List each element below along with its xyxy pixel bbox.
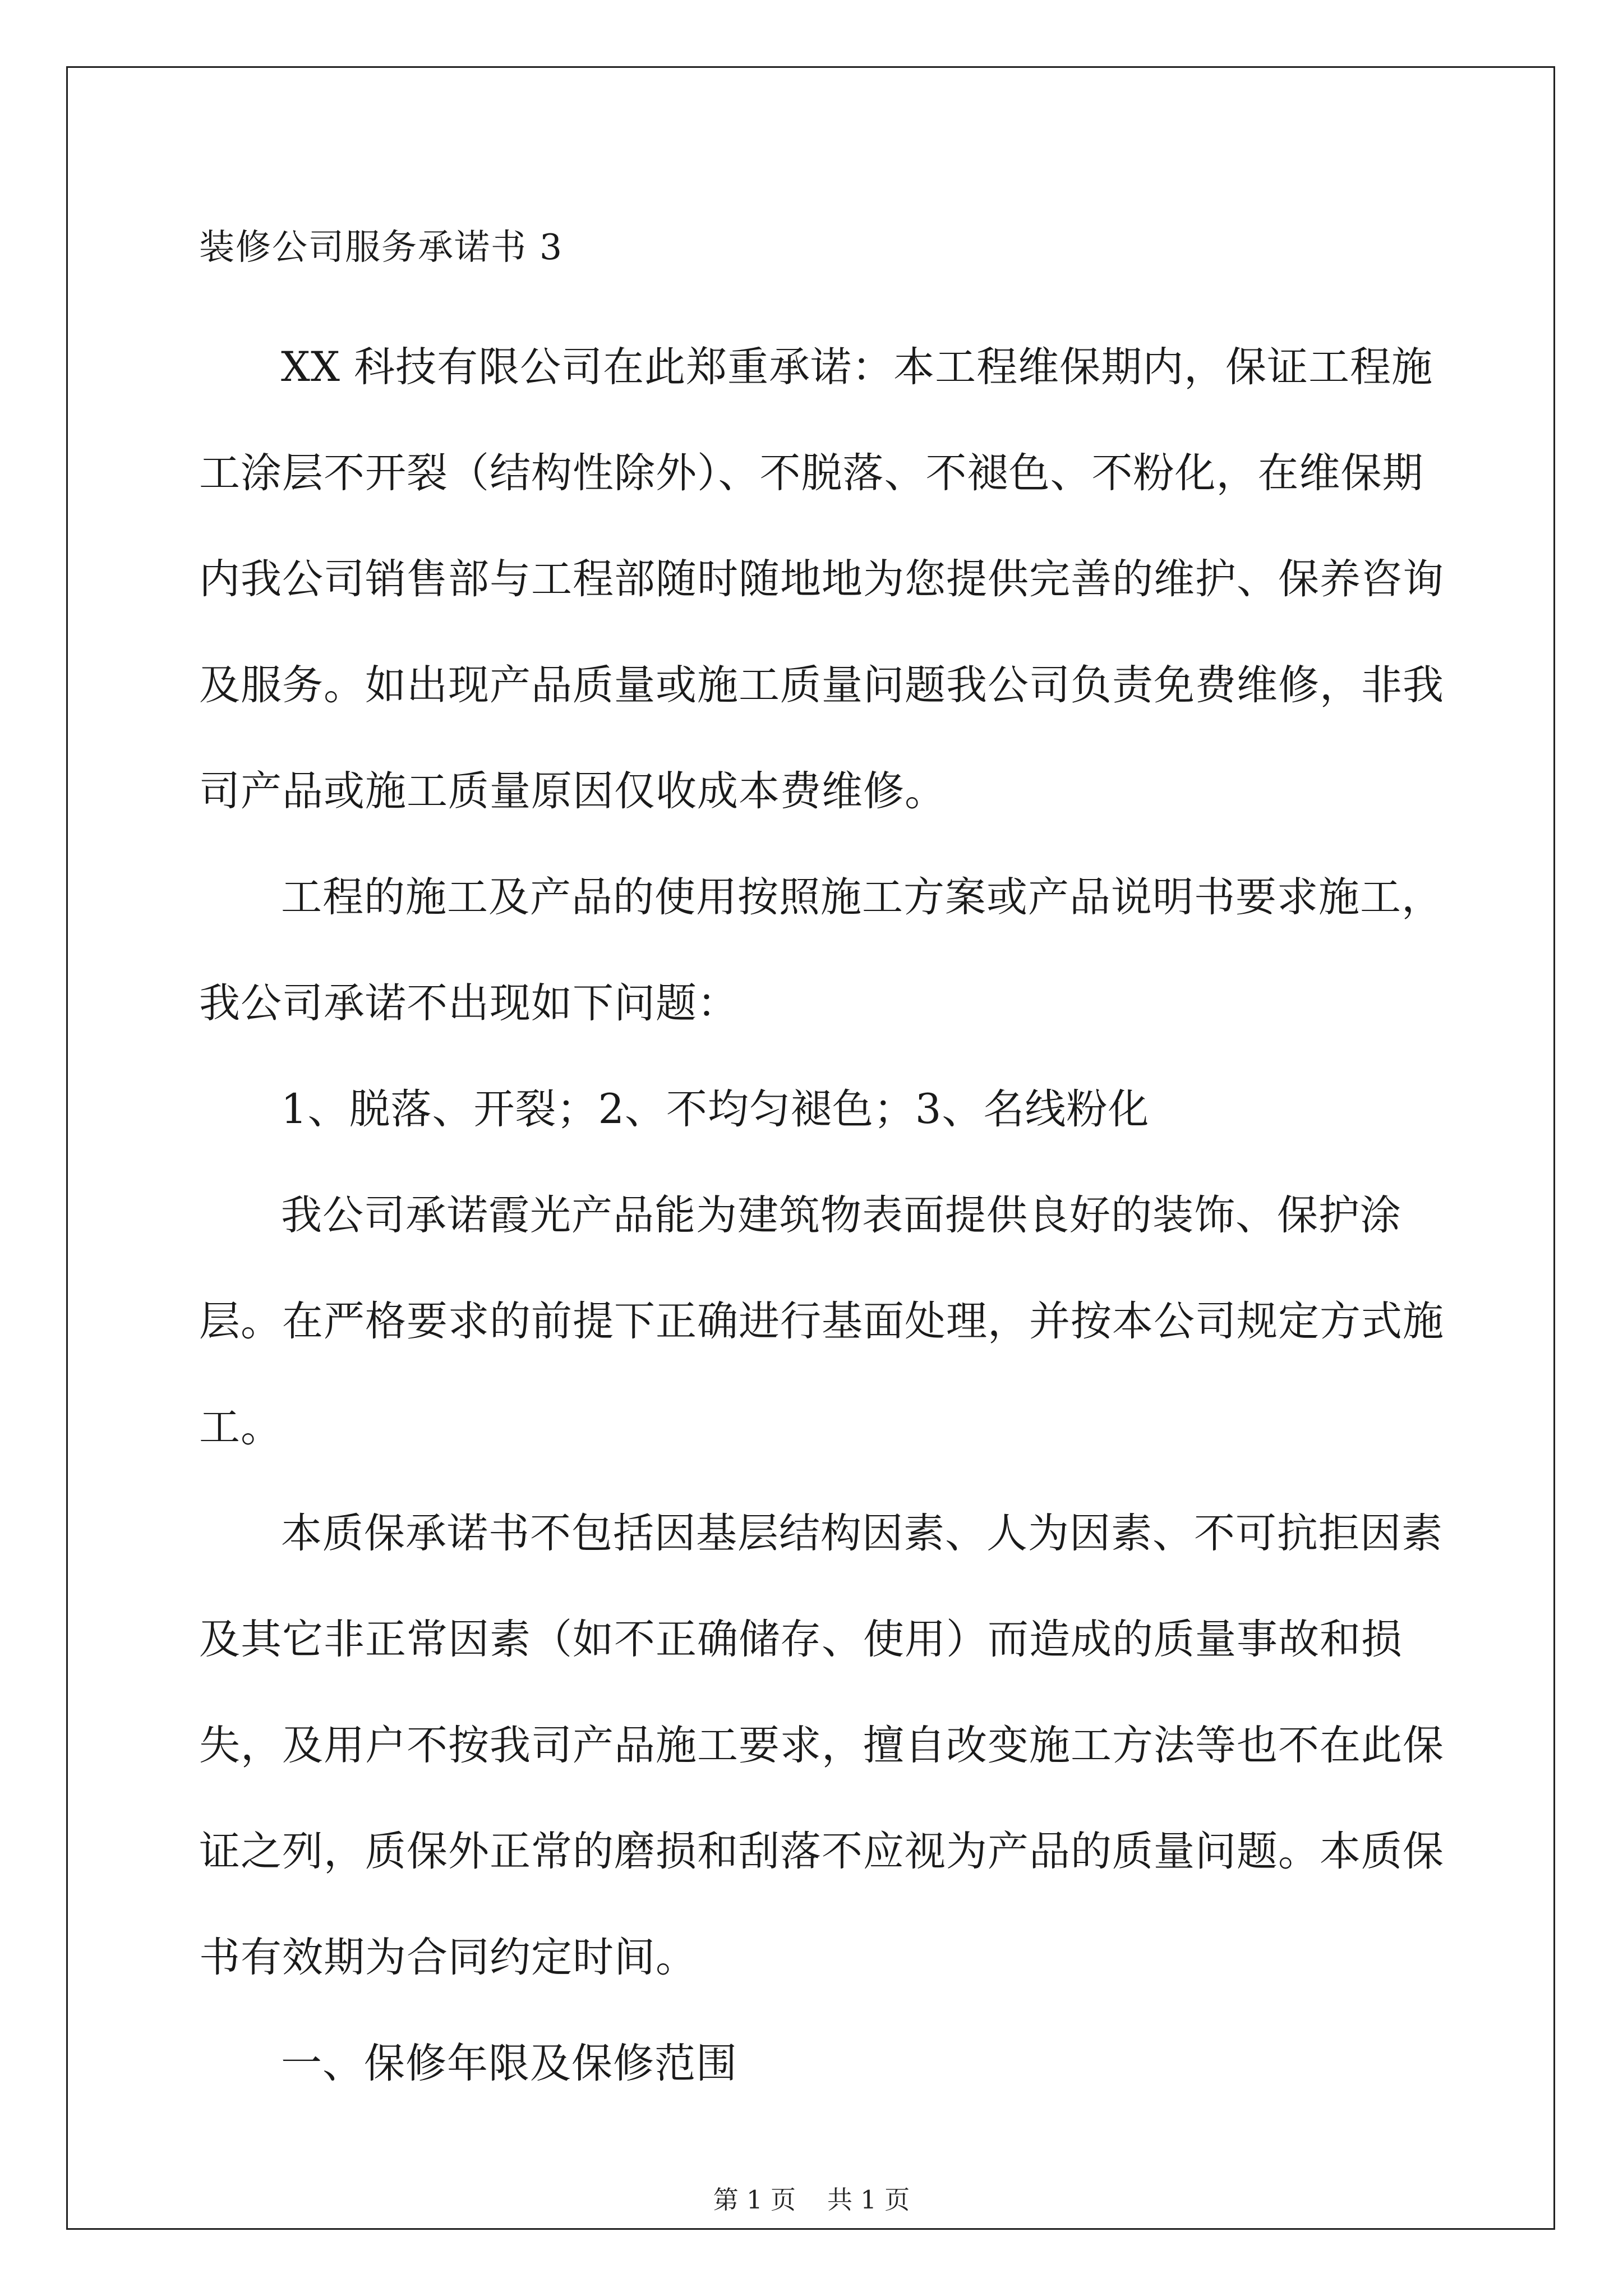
document-body [199,208,1450,2116]
paragraph-construction: 工程的施工及产品的使用按照施工方案或产品说明书要求施工，我公司承诺不出现如下问题： [199,873,1443,1027]
paragraph-commitment: XX 科技有限公司在此郑重承诺：本工程维保期内，保证工程施工涂层不开裂（结构性除外）、不脱落、不褪色、不粉化，在维保期内我公司销售部与工程部随时随地地为您提供完善的维护、保养咨询及服务。如出现产品质量或施工质量问题我公司负责免费维修，非我司产品或施工质量原因仅收成本费维修。 [199,343,1444,815]
paragraph-coating: 我公司承诺霞光产品能为建筑物表面提供良好的装饰、保护涂层。在严格要求的前提下正确进行基面处理，并按本公司规定方式施工。 [199,1191,1444,1451]
paragraph-issue-list: 1、脱落、开裂；2、不均匀褪色；3、名线粉化 [281,1085,1150,1133]
page-number-current: 第 1 页 [713,2185,796,2215]
section-heading-warranty: 一、保修年限及保修范围 [281,2040,737,2087]
document-title: 装修公司服务承诺书 3 [199,227,564,268]
page-number-total: 共 1 页 [827,2185,910,2215]
paragraph-exclusions: 本质保承诺书不包括因基层结构因素、人为因素、不可抗拒因素及其它非正常因素（如不正确储存、使用）而造成的质量事故和损失，及用户不按我司产品施工要求，擅自改变施工方法等也不在此保证之列，质保外正常的磨损和刮落不应视为产品的质量问题。本质保书有效期为合同约定时间。 [199,1510,1444,1981]
page-footer [0,2179,1623,2216]
